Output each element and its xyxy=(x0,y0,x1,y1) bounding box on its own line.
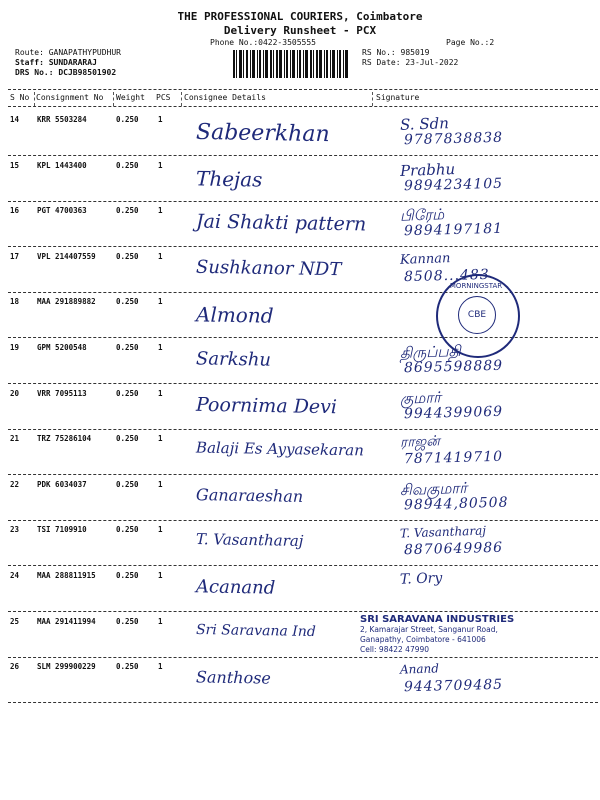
serial-number: 16 xyxy=(10,206,20,215)
route-info xyxy=(15,48,121,78)
row-divider xyxy=(8,702,598,703)
consignee-handwritten: T. Vasantharaj xyxy=(195,530,304,550)
col-header-signature: Signature xyxy=(376,93,420,102)
stamp-cell: Cell: 98422 47990 xyxy=(360,645,430,654)
signature-handwritten: சிவகுமார் xyxy=(399,478,468,500)
row-divider xyxy=(8,520,598,521)
phone-handwritten: 8870649986 xyxy=(403,539,504,559)
company-address-stamp xyxy=(360,614,550,655)
col-header-weight: Weight xyxy=(116,93,145,102)
consignee-handwritten: Ganaraeshan xyxy=(195,485,304,506)
phone-handwritten: 7871419710 xyxy=(403,448,504,468)
signature-handwritten: ராஜன் xyxy=(399,433,441,451)
stamp-company-name: SRI SARAVANA INDUSTRIES xyxy=(360,614,515,625)
col-header-consignee: Consignee Details xyxy=(184,93,266,102)
serial-number: 26 xyxy=(10,662,20,671)
signature-handwritten: Anand xyxy=(399,661,440,677)
consignee-handwritten: Sri Saravana Ind xyxy=(195,621,316,641)
col-sep xyxy=(372,92,373,106)
weight: 0.250 xyxy=(116,480,139,489)
consignment-number: SLM 299900229 xyxy=(37,662,96,671)
staff: Staff: SUNDARARAJ xyxy=(15,58,97,67)
route: Route: GANAPATHYPUDHUR xyxy=(15,48,121,57)
weight: 0.250 xyxy=(116,571,139,580)
pieces: 1 xyxy=(158,617,163,626)
drs-number: DRS No.: DCJB98501902 xyxy=(15,68,117,77)
weight: 0.250 xyxy=(116,343,139,352)
serial-number: 21 xyxy=(10,434,20,443)
row-divider xyxy=(8,246,598,247)
weight: 0.250 xyxy=(116,115,139,124)
row-divider xyxy=(8,429,598,430)
phone-handwritten: 9944399069 xyxy=(403,403,504,423)
pieces: 1 xyxy=(158,480,163,489)
consignee-handwritten: Sushkanor NDT xyxy=(195,256,342,281)
pieces: 1 xyxy=(158,434,163,443)
pieces: 1 xyxy=(158,389,163,398)
consignee-handwritten: Sabeerkhan xyxy=(195,119,330,148)
phone-handwritten: 8695598889 xyxy=(403,357,504,377)
barcode xyxy=(232,50,350,78)
phone-number: Phone No.:0422-3505555 xyxy=(210,38,316,47)
row-divider xyxy=(8,611,598,612)
signature-handwritten: T. Ory xyxy=(399,570,443,588)
pieces: 1 xyxy=(158,115,163,124)
signature-handwritten: T. Vasantharaj xyxy=(399,523,487,541)
col-header-consignment: Consignment No xyxy=(36,93,104,102)
pieces: 1 xyxy=(158,297,163,306)
serial-number: 23 xyxy=(10,525,20,534)
serial-number: 22 xyxy=(10,480,20,489)
phone-handwritten: 9894197181 xyxy=(403,220,504,240)
rs-number: RS No.: 985019 xyxy=(362,48,430,57)
stamp-address-line-2: Ganapathy, Coimbatore - 641006 xyxy=(360,635,486,644)
phone-handwritten: 8508...483 xyxy=(403,266,490,286)
consignment-number: PDK 6034037 xyxy=(37,480,87,489)
serial-number: 19 xyxy=(10,343,20,352)
weight: 0.250 xyxy=(116,662,139,671)
consignment-number: VRR 7095113 xyxy=(37,389,87,398)
serial-number: 24 xyxy=(10,571,20,580)
title-line-2: Delivery Runsheet - PCX xyxy=(223,24,377,37)
col-header-sno: S No xyxy=(10,93,30,102)
consignment-number: MAA 291889882 xyxy=(37,297,96,306)
consignee-handwritten: Sarkshu xyxy=(195,348,272,371)
serial-number: 15 xyxy=(10,161,20,170)
consignee-handwritten: Thejas xyxy=(195,166,263,192)
pieces: 1 xyxy=(158,525,163,534)
consignment-number: KRR 5503284 xyxy=(37,115,87,124)
weight: 0.250 xyxy=(116,297,139,306)
pieces: 1 xyxy=(158,206,163,215)
row-divider xyxy=(8,201,598,202)
serial-number: 17 xyxy=(10,252,20,261)
pieces: 1 xyxy=(158,662,163,671)
signature-handwritten: Kannan xyxy=(399,251,451,268)
phone-handwritten: 9787838838 xyxy=(403,129,504,149)
consignment-number: TRZ 75286104 xyxy=(37,434,92,443)
rs-date: RS Date: 23-Jul-2022 xyxy=(362,58,459,67)
stamp-address-line-1: 2, Kamarajar Street, Sanganur Road, xyxy=(360,625,498,634)
pieces: 1 xyxy=(158,571,163,580)
row-divider xyxy=(8,657,598,658)
consignment-number: VPL 214407559 xyxy=(37,252,96,261)
title-line-1: THE PROFESSIONAL COURIERS, Coimbatore xyxy=(177,10,423,23)
consignee-handwritten: Santhose xyxy=(195,667,272,688)
phone-handwritten: 9894234105 xyxy=(403,175,504,195)
consignee-handwritten: Almond xyxy=(195,302,274,328)
page-number: Page No.:2 xyxy=(446,38,495,47)
pieces: 1 xyxy=(158,161,163,170)
signature-handwritten: திருப்பதி xyxy=(399,341,462,363)
company-round-stamp xyxy=(436,274,520,358)
consignee-handwritten: Acanand xyxy=(195,576,276,599)
weight: 0.250 xyxy=(116,525,139,534)
serial-number: 14 xyxy=(10,115,20,124)
consignment-number: KPL 1443400 xyxy=(37,161,87,170)
consignee-handwritten: Jai Shakti pattern xyxy=(195,210,367,236)
consignment-number: GPM 5200548 xyxy=(37,343,87,352)
row-divider xyxy=(8,474,598,475)
col-sep xyxy=(181,92,182,106)
signature-handwritten: Prabhu xyxy=(399,160,456,180)
weight: 0.250 xyxy=(116,617,139,626)
weight: 0.250 xyxy=(116,206,139,215)
weight: 0.250 xyxy=(116,389,139,398)
phone-handwritten: 9443709485 xyxy=(403,676,504,696)
stamp-ring-text: MORNINGSTAR xyxy=(449,282,503,290)
consignment-number: TSI 7109910 xyxy=(37,525,87,534)
weight: 0.250 xyxy=(116,161,139,170)
signature-handwritten: பிரேம் xyxy=(399,205,445,225)
consignee-handwritten: Balaji Es Ayyasekaran xyxy=(195,438,364,460)
signature-handwritten: S. Sdn xyxy=(399,114,450,134)
serial-number: 18 xyxy=(10,297,20,306)
stamp-center-text: CBE xyxy=(458,296,496,334)
header-top-rule xyxy=(8,89,598,90)
row-divider xyxy=(8,565,598,566)
weight: 0.250 xyxy=(116,252,139,261)
signature-handwritten: குமார் xyxy=(399,388,442,408)
document-title xyxy=(150,10,450,38)
header-bottom-rule xyxy=(8,106,598,107)
row-divider xyxy=(8,383,598,384)
consignee-handwritten: Poornima Devi xyxy=(195,393,338,419)
pieces: 1 xyxy=(158,252,163,261)
pieces: 1 xyxy=(158,343,163,352)
weight: 0.250 xyxy=(116,434,139,443)
consignment-number: MAA 288811915 xyxy=(37,571,96,580)
serial-number: 25 xyxy=(10,617,20,626)
runsheet-info xyxy=(362,48,458,68)
serial-number: 20 xyxy=(10,389,20,398)
consignment-number: PGT 4700363 xyxy=(37,206,87,215)
row-divider xyxy=(8,155,598,156)
col-sep xyxy=(113,92,114,106)
col-header-pcs: PCS xyxy=(156,93,171,102)
col-sep xyxy=(34,92,35,106)
consignment-number: MAA 291411994 xyxy=(37,617,96,626)
phone-handwritten: 98944,80508 xyxy=(403,494,509,514)
